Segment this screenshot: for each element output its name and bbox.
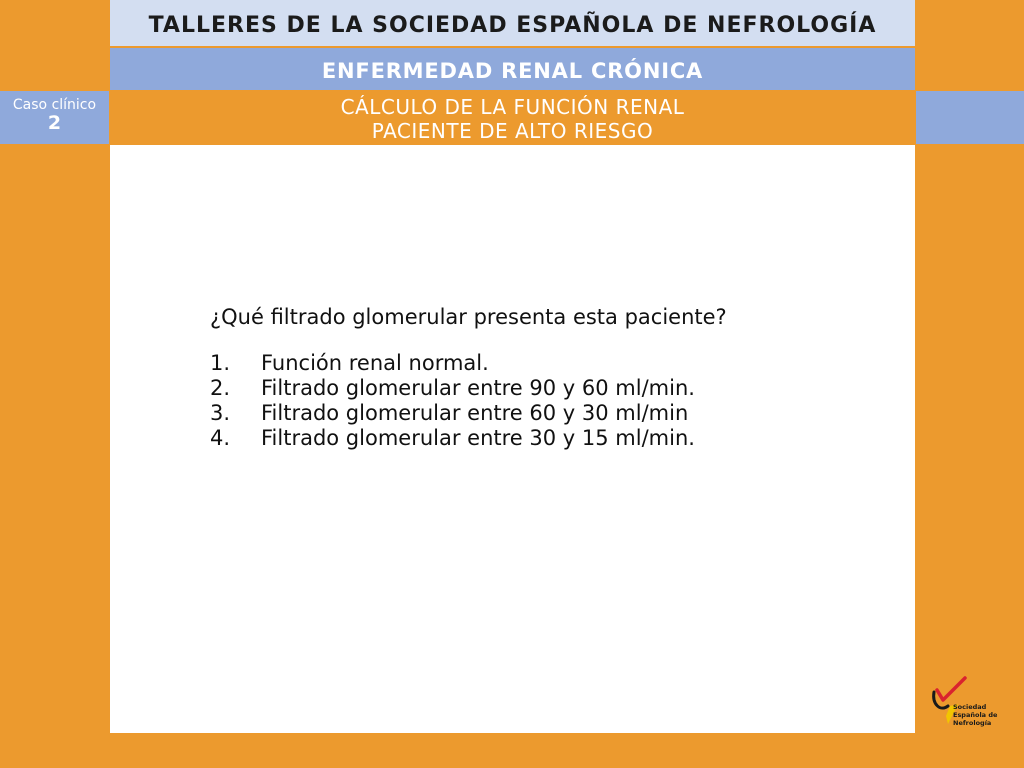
- option-text: Filtrado glomerular entre 60 y 30 ml/min: [261, 401, 689, 425]
- answer-option-3[interactable]: [210, 401, 727, 426]
- option-text: Función renal normal.: [261, 351, 489, 375]
- section-title-line1: CÁLCULO DE LA FUNCIÓN RENAL: [340, 95, 685, 119]
- section-header: [110, 91, 915, 144]
- answer-option-1[interactable]: [210, 351, 727, 376]
- option-number: 3.: [210, 401, 231, 425]
- header-subtitle: ENFERMEDAD RENAL CRÓNICA: [110, 48, 915, 90]
- option-text: Filtrado glomerular entre 90 y 60 ml/min.: [261, 376, 695, 400]
- answer-list: [210, 351, 727, 451]
- answer-option-2[interactable]: [210, 376, 727, 401]
- logo-text-line3: Nefrología: [953, 719, 992, 727]
- option-number: 1.: [210, 351, 231, 375]
- section-title-line2: PACIENTE DE ALTO RIESGO: [371, 119, 654, 143]
- header-title: TALLERES DE LA SOCIEDAD ESPAÑOLA DE NEFROLOGÍA: [110, 0, 915, 46]
- question-text: ¿Qué filtrado glomerular presenta esta paciente?: [210, 305, 727, 329]
- option-number: 2.: [210, 376, 231, 400]
- logo-text-line1: Sociedad: [953, 703, 987, 711]
- question-block: [210, 303, 727, 451]
- option-number: 4.: [210, 426, 231, 450]
- case-number: 2: [47, 112, 62, 134]
- case-label: Caso clínico: [12, 97, 97, 113]
- logo-text-line2: Española de: [953, 711, 998, 719]
- case-badge: [0, 91, 109, 144]
- sen-logo-text: [953, 703, 997, 727]
- answer-option-4[interactable]: [210, 426, 727, 451]
- option-text: Filtrado glomerular entre 30 y 15 ml/min.: [261, 426, 695, 450]
- content-panel: [110, 145, 915, 733]
- sen-logo: [928, 676, 1018, 738]
- right-accent-strip: [916, 91, 1024, 144]
